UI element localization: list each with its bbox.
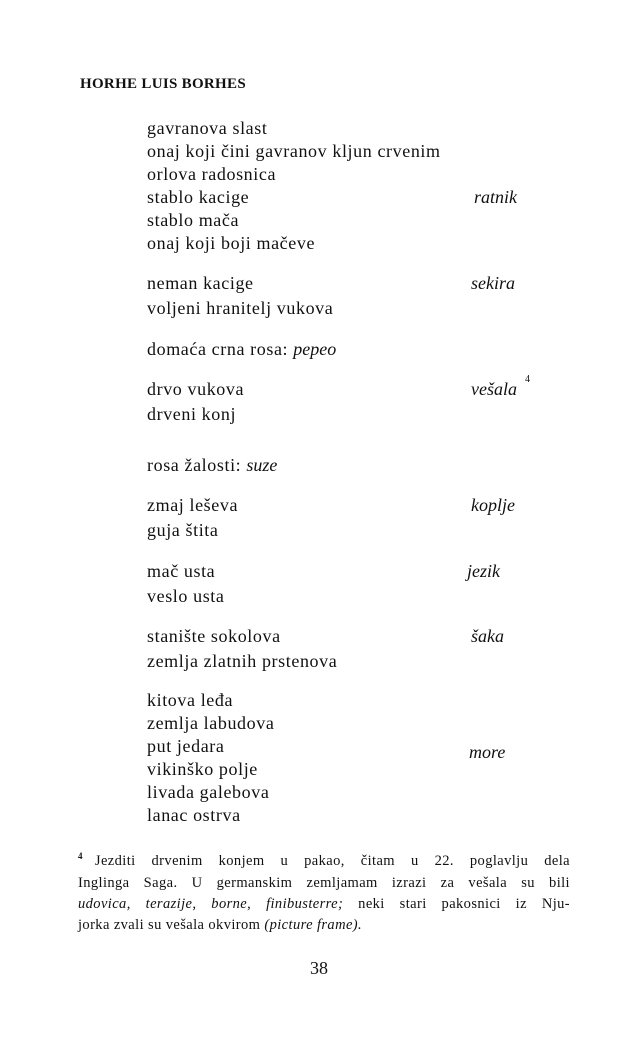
kenning-line: onaj koji boji mačeve: [147, 233, 316, 253]
kenning-line: mač usta: [147, 561, 216, 581]
kenning-line: drveni konj: [147, 404, 237, 424]
kenning-line: onaj koji čini gavranov kljun crvenim: [147, 141, 441, 161]
kenning-line: lanac ostrva: [147, 805, 241, 825]
kenning-line: gavranova slast: [147, 118, 268, 138]
kenning-line: kitova leđa: [147, 690, 234, 710]
kenning-meaning: jezik: [467, 561, 500, 581]
footnote-ref: 4: [524, 374, 530, 385]
kenning-meaning: koplje: [471, 495, 515, 515]
kenning-line: stanište sokolova: [147, 626, 281, 646]
kenning-line: [147, 339, 336, 360]
kenning-meaning: [471, 374, 530, 400]
kenning-line: vikinško polje: [147, 759, 258, 779]
kenning-meaning: šaka: [471, 626, 504, 646]
kenning-meaning-text: vešala: [471, 379, 517, 399]
kenning-line: zemlja labudova: [147, 713, 275, 733]
kenning-meaning: sekira: [471, 273, 515, 293]
footnote-line: $^4$ Jezditi drvenim konjem u pakao, čitam u 22. poglavlju dela: [78, 851, 570, 869]
kenning-line: guja štita: [147, 520, 219, 540]
page-number: 38: [310, 958, 328, 978]
footnote-line: Inglinga Saga. U germanskim zemljamam izrazi za vešala su bili: [78, 875, 570, 891]
kenning-line: veslo usta: [147, 586, 225, 606]
kenning-line: drvo vukova: [147, 379, 245, 399]
kenning-line: stablo mača: [147, 210, 240, 230]
running-header: HORHE LUIS BORHES: [80, 76, 246, 92]
kenning-meaning: more: [469, 742, 506, 762]
kenning-line: livada galebova: [147, 782, 270, 802]
kenning-text: domaća crna rosa:: [147, 339, 289, 359]
kenning-meaning: pepeo: [293, 339, 337, 359]
kenning-line: [147, 455, 277, 476]
kenning-line: neman kacige: [147, 273, 254, 293]
footnote-mark: 4: [78, 851, 83, 861]
kenning-line: stablo kacige: [147, 187, 250, 207]
kenning-line: orlova radosnica: [147, 164, 277, 184]
kenning-text: rosa žalosti:: [147, 455, 242, 475]
footnote-line: jorka zvali su vešala okvirom (picture frame).: [78, 917, 363, 933]
kenning-line: zemlja zlatnih prstenova: [147, 651, 338, 671]
kenning-line: voljeni hranitelj vukova: [147, 298, 334, 318]
kenning-line: zmaj leševa: [147, 495, 239, 515]
kenning-line: put jedara: [147, 736, 225, 756]
kenning-meaning: suze: [246, 455, 278, 475]
footnote-line: udovica, terazije, borne, finibusterre; neki stari pakosnici iz Nju-: [78, 896, 571, 912]
footnote: [78, 851, 570, 936]
kenning-meaning: ratnik: [474, 187, 517, 207]
